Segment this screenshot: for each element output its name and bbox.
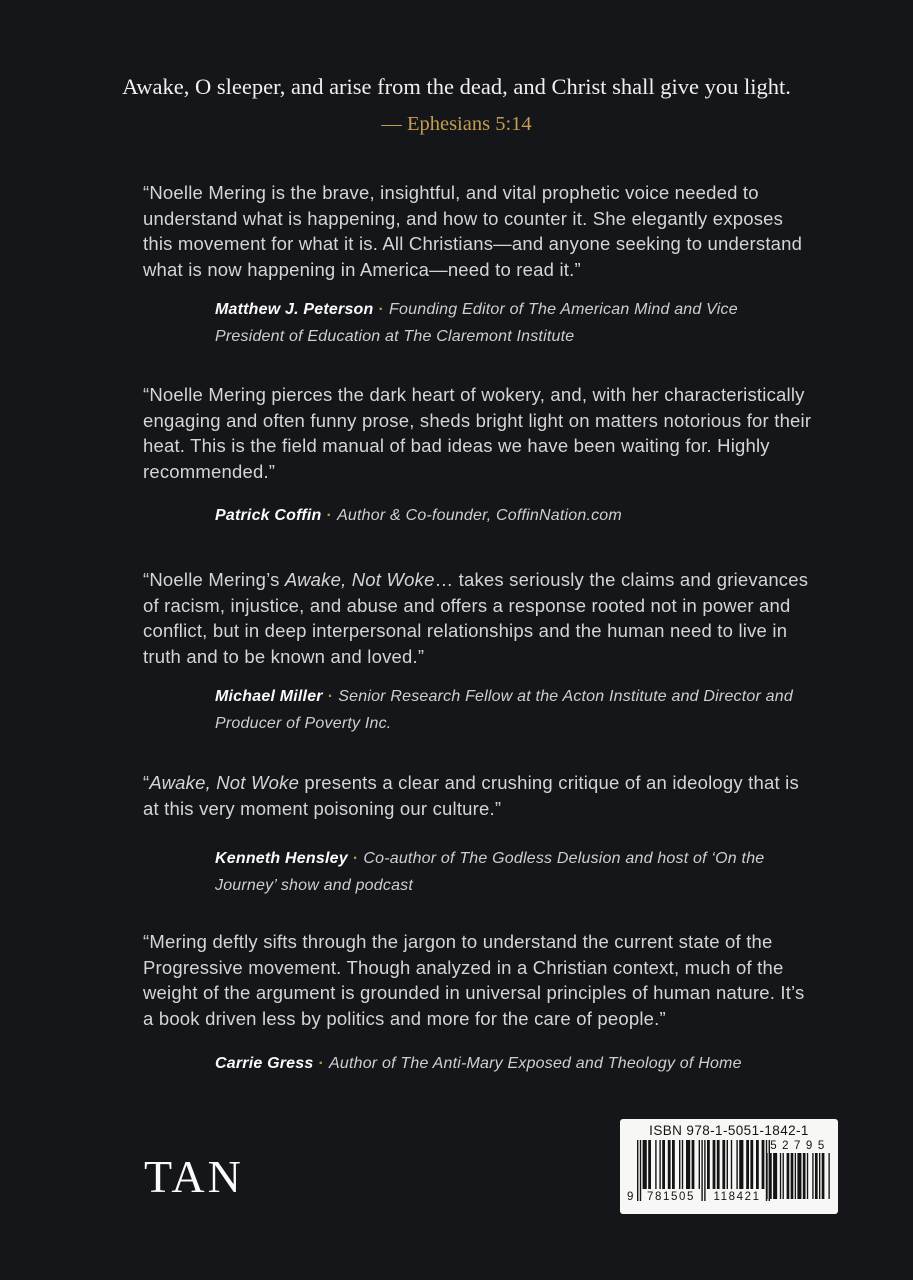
ean-digit-leading: 9	[627, 1191, 634, 1203]
endorsement-quote	[143, 180, 815, 282]
endorser-name: Carrie Gress	[215, 1055, 314, 1072]
quote-text: … takes seriously the claims and grievances of racism, injustice, and abuse and offers a response rooted not in power and conflict, but in deep interpersonal relationships and the human need to live in truth and to be known and loved.”	[143, 569, 809, 667]
separator-dot: ·	[378, 301, 385, 318]
endorser-name: Matthew J. Peterson	[215, 301, 374, 318]
endorser-name: Patrick Coffin	[215, 507, 322, 524]
publisher-logo-tan: TAN	[144, 1151, 244, 1202]
ean-digit-group-2: 118421	[713, 1191, 761, 1203]
book-title-italic: Awake, Not Woke	[284, 569, 435, 590]
separator-dot: ·	[318, 1055, 324, 1072]
endorsement-attribution	[215, 845, 805, 899]
endorsement-attribution	[215, 683, 805, 737]
isbn-label: ISBN 978-1-5051-1842-1	[649, 1123, 809, 1138]
book-title-italic: Awake, Not Woke	[149, 772, 300, 793]
endorsement-quote	[143, 929, 815, 1031]
quote-text: “	[143, 772, 150, 793]
barcode-row	[627, 1140, 831, 1204]
ean-digit-group-1: 781505	[647, 1191, 695, 1203]
endorsement-attribution	[215, 502, 805, 529]
quote-text: “Noelle Mering’s	[143, 569, 285, 590]
price-code: 52795	[770, 1140, 830, 1152]
endorsement-quote	[143, 770, 815, 821]
endorser-name: Kenneth Hensley	[215, 850, 348, 867]
epigraph-source: — Ephesians 5:14	[381, 113, 532, 135]
supplemental-barcode	[765, 1140, 831, 1199]
quote-text: “Mering deftly sifts through the jargon to understand the current state of the Progressive movement. Though analyzed in a Christian context, much of the weight of the argument is grounded in universal principles of human nature. It’s a book driven less by politics and more for the care of people.”	[143, 931, 805, 1029]
endorser-credit: Author & Co-founder, CoffinNation.com	[337, 507, 622, 524]
endorser-credit: Co-author of The Godless Delusion and host of ‘On the Journey’ show and podcast	[215, 850, 765, 894]
endorsement-quote	[143, 567, 815, 669]
separator-dot: ·	[352, 850, 359, 867]
endorser-credit: Founding Editor of The American Mind and Vice President of Education at The Claremont Institute	[215, 301, 738, 345]
endorser-credit: Senior Research Fellow at the Acton Institute and Director and Producer of Poverty Inc.	[215, 688, 793, 732]
endorsement-attribution	[215, 296, 805, 350]
epigraph-quote: Awake, O sleeper, and arise from the dead, and Christ shall give you light.	[122, 74, 791, 99]
supplemental-barcode-bars	[765, 1153, 831, 1199]
quote-text: “Noelle Mering is the brave, insightful, and vital prophetic voice needed to understand what is happening, and how to counter it. She elegantly exposes this movement for what it is. All Christians—and anyone seeking to understand what is now happening in America—need to read it.”	[143, 182, 803, 280]
ean-barcode	[627, 1140, 761, 1204]
quote-text: presents a clear and crushing critique of an ideology that is at this very moment poisoning our culture.”	[143, 772, 799, 819]
endorsement-attribution	[215, 1050, 805, 1077]
quote-text: “Noelle Mering pierces the dark heart of wokery, and, with her characteristically engaging and often funny prose, sheds bright light on matters notorious for their heat. This is the field manual of bad ideas we have been waiting for. Highly recommended.”	[143, 384, 812, 482]
barcode	[620, 1119, 838, 1214]
separator-dot: ·	[326, 507, 333, 524]
endorsement-quote	[143, 382, 815, 484]
endorser-name: Michael Miller	[215, 688, 323, 705]
separator-dot: ·	[327, 688, 334, 705]
endorser-credit: Author of The Anti-Mary Exposed and Theology of Home	[329, 1055, 742, 1072]
